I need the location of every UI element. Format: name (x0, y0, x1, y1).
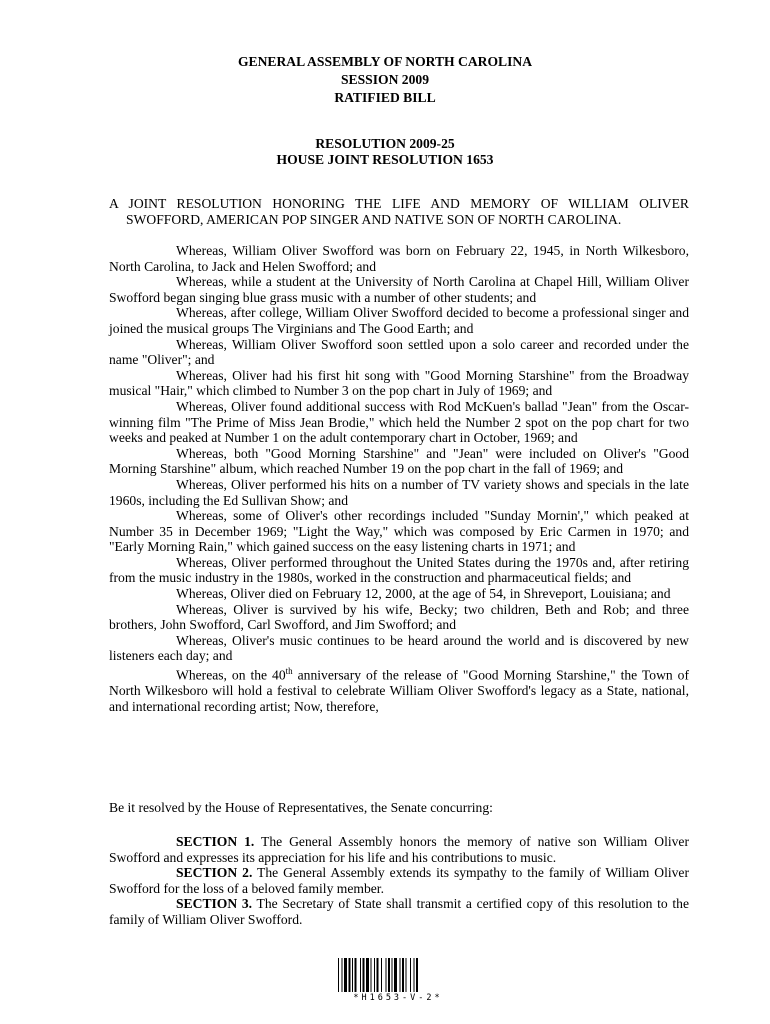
whereas-clause: Whereas, William Oliver Swofford soon settled upon a solo career and recorded under the name "Oliver"; and (109, 336, 689, 368)
section-1 (109, 834, 689, 865)
barcode-label: *H1653-V-2* (353, 993, 443, 1003)
whereas-clause: Whereas, Oliver found additional success with Rod McKuen's ballad "Jean" from the Oscar-winning film "The Prime of Miss Jean Brodie," which held the Number 2 spot on the pop chart for two weeks and peaked at Number 1 on the adult contemporary chart in October, 1969; and (109, 398, 689, 446)
section-text: The Secretary of State shall transmit a certified copy of this resolution to the family of William Oliver Swofford. (109, 896, 689, 927)
whereas-clause: Whereas, Oliver performed his hits on a number of TV variety shows and specials in the late 1960s, including the Ed Sullivan Show; and (109, 476, 689, 508)
ratified-heading: RATIFIED BILL (334, 90, 436, 105)
section-text: The General Assembly honors the memory of native son William Oliver Swofford and expresses its appreciation for his life and his contributions to music. (109, 834, 689, 865)
resolution-title: A JOINT RESOLUTION HONORING THE LIFE AND MEMORY OF WILLIAM OLIVER SWOFFORD, AMERICAN POP SINGER AND NATIVE SON OF NORTH CAROLINA. (109, 196, 689, 227)
session-heading: SESSION 2009 (340, 72, 429, 87)
section-3 (109, 896, 689, 927)
section-label: SECTION 2. (176, 865, 253, 881)
whereas-clause: Whereas, while a student at the University of North Carolina at Chapel Hill, William Oliver Swofford began singing blue grass music with a number of other students; and (109, 274, 689, 305)
barcode-icon (338, 958, 458, 992)
whereas-clauses (109, 243, 689, 714)
whereas-clause: Whereas, after college, William Oliver Swofford decided to become a professional singer and joined the musical groups The Virginians and The Good Earth; and (109, 305, 689, 336)
house-joint-resolution-number: HOUSE JOINT RESOLUTION 1653 (276, 152, 494, 167)
whereas-clause: Whereas, both "Good Morning Starshine" and "Jean" were included on Oliver's "Good Morning Starshine" album, which reached Number 19 on the pop chart in the fall of 1969; and (109, 445, 689, 477)
section-text: The General Assembly extends its sympathy to the family of William Oliver Swofford for the loss of a beloved family member. (109, 865, 689, 896)
ordinal-suffix: th (285, 666, 293, 677)
whereas-clause: Whereas, Oliver is survived by his wife, Becky; two children, Beth and Rob; and three brothers, John Swofford, Carl Swofford, and Jim Swofford; and (109, 601, 689, 633)
final-clause-rest: anniversary of the release of "Good Morning Starshine," the Town of North Wilkesboro will hold a festival to celebrate William Oliver Swofford's legacy as a State, national, and international recording artist; Now, therefore, (109, 667, 689, 714)
whereas-clause: Whereas, William Oliver Swofford was born on February 22, 1945, in North Wilkesboro, North Carolina, to Jack and Helen Swofford; and (109, 243, 689, 274)
whereas-clause: Whereas, Oliver performed throughout the United States during the 1970s and, after retiring from the music industry in the 1980s, worked in the construction and pharmaceutical fields; and (109, 554, 689, 586)
whereas-clause: Whereas, Oliver's music continues to be heard around the world and is discovered by new listeners each day; and (109, 632, 689, 664)
section-label: SECTION 3. (176, 896, 253, 912)
resolving-clause: Be it resolved by the House of Representatives, the Senate concurring: (109, 800, 493, 815)
whereas-clause: Whereas, Oliver died on February 12, 2000, at the age of 54, in Shreveport, Louisiana; and (176, 586, 671, 602)
sections (109, 834, 689, 928)
whereas-clause: Whereas, some of Oliver's other recordings included "Sunday Mornin'," which peaked at Number 35 in December 1969; "Light the Way," which was composed by Eric Carmen in 1970; and "Early Morning Rain," which gained success on the easy listening charts in 1971; and (109, 508, 689, 555)
section-label: SECTION 1. (176, 834, 255, 849)
whereas-clause: Whereas, Oliver had his first hit song with "Good Morning Starshine" from the Broadway musical "Hair," which climbed to Number 3 on the pop chart in July of 1969; and (109, 367, 689, 399)
section-2 (109, 865, 689, 896)
assembly-heading: GENERAL ASSEMBLY OF NORTH CAROLINA (237, 54, 533, 69)
whereas-clause-final (109, 664, 689, 714)
final-clause-start: Whereas, on the 40 (176, 667, 286, 683)
resolution-number: RESOLUTION 2009-25 (315, 136, 455, 151)
